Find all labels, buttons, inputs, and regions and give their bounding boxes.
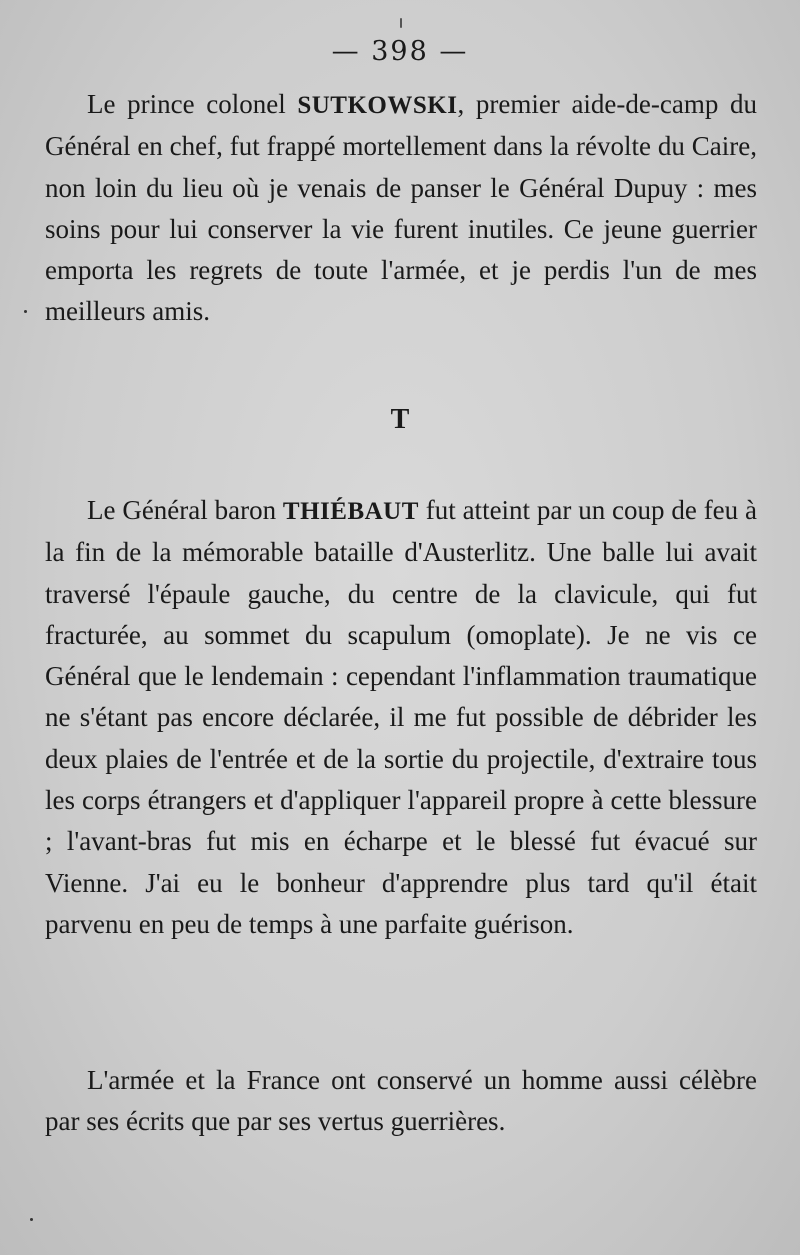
paragraph-thiebaut	[45, 490, 757, 945]
paragraph-conclusion	[45, 1060, 757, 1143]
paragraph-sutkowski	[45, 84, 757, 333]
paper-speck	[24, 310, 27, 313]
paragraph-thiebaut-lead: Le Général baron	[87, 495, 283, 525]
paragraph-sutkowski-lead: Le prince colonel	[87, 89, 298, 119]
section-letter-heading: T	[390, 404, 410, 435]
name-thiebaut: THIÉBAUT	[282, 498, 419, 525]
paragraph-sutkowski-body: , premier aide-de-camp du Général en chef, fut frappé mortellement dans la révolte du Caire, non loin du lieu où je venais de panser le Général Dupuy : mes soins pour lui conserver la vie furent inutiles. Ce jeune guerrier emporta les regrets de toute l'armée, et je perdis l'un de mes meilleurs amis.	[45, 89, 757, 327]
page-number: — 398 —	[331, 36, 469, 67]
paragraph-conclusion-text: L'armée et la France ont conservé un homme aussi célèbre par ses écrits que par ses vertus guerrières.	[45, 1065, 757, 1137]
name-sutkowski: SUTKOWSKI	[297, 92, 458, 119]
paragraph-thiebaut-body: fut atteint par un coup de feu à la fin de la mémorable bataille d'Austerlitz. Une balle lui avait traversé l'épaule gauche, du centre de la clavicule, qui fut fracturée, au sommet du scapulum (omoplate). Je ne vis ce Général que le lendemain : cependant l'inflammation traumatique ne s'étant pas encore déclarée, il me fut possible de débrider les deux plaies de l'entrée et de la sortie du projectile, d'extraire tous les corps étrangers et d'appliquer l'appareil propre à cette blessure ; l'avant-bras fut mis en écharpe et le blessé fut évacué sur Vienne. J'ai eu le bonheur d'apprendre plus tard qu'il était parvenu en peu de temps à une parfaite guérison.	[45, 495, 757, 939]
paper-speck	[400, 18, 402, 28]
paper-speck	[30, 1218, 33, 1221]
